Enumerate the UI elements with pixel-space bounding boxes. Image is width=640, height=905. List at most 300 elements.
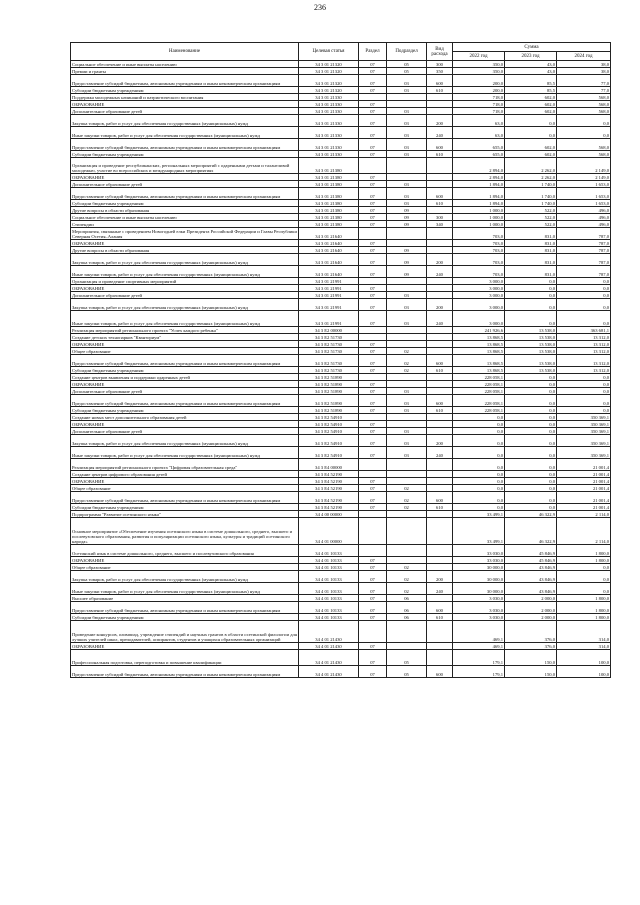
table-row [71, 108, 611, 115]
row-expense-type: 610 [427, 407, 453, 414]
row-amount-2023: 13 538,0 [505, 355, 557, 367]
row-amount-2023: 150,0 [505, 650, 557, 666]
row-expense-type: 600 [427, 188, 453, 200]
row-target-code: 34 3 01 21991 [299, 278, 359, 285]
table-row [71, 614, 611, 621]
row-section [359, 545, 387, 557]
table-row [71, 240, 611, 247]
row-target-code: 34 3 01 21640 [299, 266, 359, 278]
row-target-code: 34 3 01 21380 [299, 207, 359, 214]
row-name: Иные закупки товаров, работ и услуг для обеспечения государственных (муниципальных) нужд [71, 447, 299, 459]
row-name: Субсидии бюджетным учреждениям [71, 87, 299, 94]
row-name: ОБРАЗОВАНИЕ [71, 101, 299, 108]
row-amount-2022: 3 000,0 [453, 278, 505, 285]
row-name: Предоставление субсидий бюджетным, автономным учреждениям и иным некоммерческим организациям [71, 395, 299, 407]
row-amount-2022: 655,0 [453, 151, 505, 158]
row-name: Реализация мероприятий регионального проекта "Успех каждого ребенка" [71, 327, 299, 334]
row-expense-type [427, 334, 453, 341]
row-subsection: 09 [387, 266, 427, 278]
row-amount-2024: 1 653,0 [557, 188, 611, 200]
table-row [71, 139, 611, 151]
row-amount-2024: 568,0 [557, 108, 611, 115]
row-amount-2024: 1 800,0 [557, 602, 611, 614]
table-row [71, 292, 611, 299]
row-amount-2024: 0,0 [557, 127, 611, 139]
row-section: 07 [359, 435, 387, 447]
row-name: Предоставление субсидий бюджетным, автономным учреждениям и иным некоммерческим организациям [71, 666, 299, 678]
row-amount-2023: 0,0 [505, 447, 557, 459]
row-subsection [387, 327, 427, 334]
row-name: Субсидии бюджетным учреждениям [71, 504, 299, 511]
row-target-code: 34 3 01 21330 [299, 115, 359, 127]
row-expense-type: 200 [427, 115, 453, 127]
row-subsection: 05 [387, 650, 427, 666]
row-amount-2023: 0,0 [505, 299, 557, 311]
row-amount-2022: 655,0 [453, 139, 505, 151]
row-amount-2023: 602,0 [505, 139, 557, 151]
row-amount-2023: 43 846,9 [505, 583, 557, 595]
row-subsection [387, 557, 427, 564]
table-row [71, 61, 611, 68]
row-name: Иные закупки товаров, работ и услуг для обеспечения государственных (муниципальных) нужд [71, 127, 299, 139]
row-amount-2024: 1 800,0 [557, 557, 611, 564]
table-row [71, 504, 611, 511]
row-subsection: 03 [387, 188, 427, 200]
row-amount-2022: 703,0 [453, 240, 505, 247]
table-row [71, 285, 611, 292]
row-amount-2024: 0,0 [557, 311, 611, 327]
row-amount-2022: 13 868,5 [453, 367, 505, 374]
row-amount-2024: 568,0 [557, 94, 611, 101]
row-amount-2022: 200,0 [453, 75, 505, 87]
row-subsection: 03 [387, 407, 427, 414]
row-section: 07 [359, 355, 387, 367]
row-subsection [387, 174, 427, 181]
row-subsection [387, 621, 427, 643]
row-amount-2022: 3 030,0 [453, 595, 505, 602]
row-target-code: 34 3 01 21320 [299, 61, 359, 68]
row-amount-2024: 0,0 [557, 564, 611, 571]
row-section: 07 [359, 381, 387, 388]
row-amount-2022: 228 058,1 [453, 388, 505, 395]
row-amount-2022: 0,0 [453, 428, 505, 435]
row-section: 07 [359, 348, 387, 355]
header-name: Наименование [71, 43, 299, 61]
row-name: Другие вопросы в области образования [71, 247, 299, 254]
row-section [359, 511, 387, 518]
row-section: 07 [359, 292, 387, 299]
row-amount-2023: 43,0 [505, 68, 557, 75]
table-row [71, 388, 611, 395]
row-name: Создание новых мест дополнительного образования детей [71, 414, 299, 421]
row-subsection [387, 101, 427, 108]
header-year-2022: 2022 год [453, 52, 505, 61]
row-amount-2024: 787,0 [557, 247, 611, 254]
row-amount-2022: 0,0 [453, 414, 505, 421]
row-section: 07 [359, 666, 387, 678]
row-expense-type: 610 [427, 87, 453, 94]
row-amount-2024: 568,0 [557, 139, 611, 151]
table-row [71, 407, 611, 414]
row-amount-2022: 241 926,6 [453, 327, 505, 334]
row-subsection [387, 158, 427, 174]
row-amount-2023: 602,0 [505, 94, 557, 101]
table-row [71, 174, 611, 181]
table-row [71, 181, 611, 188]
row-name: ОБРАЗОВАНИЕ [71, 174, 299, 181]
header-expense-type: Вид расхода [427, 43, 453, 61]
row-amount-2022: 200,0 [453, 87, 505, 94]
row-target-code: 34 3 E2 51890 [299, 388, 359, 395]
row-amount-2022: 228 058,1 [453, 374, 505, 381]
row-amount-2022: 228 058,1 [453, 395, 505, 407]
row-name: Субсидии бюджетным учреждениям [71, 407, 299, 414]
table-row [71, 421, 611, 428]
row-subsection: 03 [387, 87, 427, 94]
row-expense-type [427, 485, 453, 492]
row-amount-2024: 13 312,0 [557, 367, 611, 374]
table-row [71, 228, 611, 240]
row-target-code: 34 3 E2 51730 [299, 348, 359, 355]
row-expense-type [427, 327, 453, 334]
row-expense-type [427, 207, 453, 214]
row-amount-2022: 0,0 [453, 504, 505, 511]
row-expense-type [427, 564, 453, 571]
row-name: Социальное обеспечение и иные выплаты населению [71, 214, 299, 221]
row-amount-2022: 3 030,0 [453, 614, 505, 621]
row-amount-2023: 522,0 [505, 214, 557, 221]
row-expense-type: 600 [427, 492, 453, 504]
row-amount-2023: 1 740,0 [505, 188, 557, 200]
row-expense-type [427, 421, 453, 428]
row-section: 07 [359, 214, 387, 221]
row-expense-type: 240 [427, 447, 453, 459]
table-row [71, 545, 611, 557]
row-subsection: 02 [387, 583, 427, 595]
row-subsection [387, 545, 427, 557]
row-section [359, 459, 387, 471]
table-row [71, 207, 611, 214]
row-section: 07 [359, 447, 387, 459]
row-expense-type [427, 381, 453, 388]
row-amount-2022: 3 000,0 [453, 299, 505, 311]
row-name: Предоставление субсидий бюджетным, автономным учреждениям и иным некоммерческим организациям [71, 188, 299, 200]
row-amount-2023: 13 538,0 [505, 334, 557, 341]
row-target-code: 34 3 E2 51890 [299, 395, 359, 407]
row-amount-2023: 0,0 [505, 459, 557, 471]
row-name: Создание центров цифрового образования детей [71, 471, 299, 478]
row-expense-type [427, 557, 453, 564]
row-amount-2023: 831,0 [505, 266, 557, 278]
table-row [71, 68, 611, 75]
row-amount-2022: 33 030,0 [453, 557, 505, 564]
row-name: Основное мероприятие «Обеспечение изучения осетинского языка в системе дошкольного, среднего, высшего и послевузовского образования, развития и популяризации осетинского языка, культуры и традиций осетинского народа» [71, 518, 299, 545]
table-row [71, 447, 611, 459]
row-section: 07 [359, 428, 387, 435]
row-amount-2024: 0,0 [557, 583, 611, 595]
row-subsection: 03 [387, 139, 427, 151]
table-row [71, 151, 611, 158]
row-expense-type: 600 [427, 395, 453, 407]
row-target-code: 34 3 01 21991 [299, 311, 359, 327]
row-amount-2024: 0,0 [557, 388, 611, 395]
row-expense-type: 610 [427, 200, 453, 207]
row-subsection [387, 478, 427, 485]
row-name: Предоставление субсидий бюджетным, автономным учреждениям и иным некоммерческим организациям [71, 355, 299, 367]
row-name: Иные закупки товаров, работ и услуг для обеспечения государственных (муниципальных) нужд [71, 266, 299, 278]
row-subsection: 02 [387, 571, 427, 583]
row-target-code: 34 4 01 10133 [299, 614, 359, 621]
row-section: 07 [359, 75, 387, 87]
row-section: 07 [359, 602, 387, 614]
row-amount-2023: 0,0 [505, 115, 557, 127]
row-name: Профессиональная подготовка, переподготовка и повышение квалификации [71, 650, 299, 666]
row-target-code: 34 3 E4 52190 [299, 485, 359, 492]
row-section [359, 518, 387, 545]
row-amount-2022: 0,0 [453, 421, 505, 428]
row-section: 07 [359, 68, 387, 75]
table-row [71, 583, 611, 595]
row-amount-2022: 2 894,0 [453, 174, 505, 181]
row-amount-2024: 314,0 [557, 643, 611, 650]
row-section: 07 [359, 571, 387, 583]
row-name: Другие вопросы в области образования [71, 207, 299, 214]
row-name: Премии и гранты [71, 68, 299, 75]
row-amount-2024: 0,0 [557, 571, 611, 583]
row-section: 07 [359, 200, 387, 207]
row-target-code: 34 4 01 10133 [299, 557, 359, 564]
row-target-code: 34 4 01 10133 [299, 564, 359, 571]
row-subsection [387, 278, 427, 285]
row-expense-type [427, 518, 453, 545]
row-amount-2023: 150,0 [505, 666, 557, 678]
row-section [359, 228, 387, 240]
row-expense-type: 600 [427, 75, 453, 87]
row-amount-2023: 43 846,9 [505, 564, 557, 571]
row-subsection: 03 [387, 388, 427, 395]
table-row [71, 571, 611, 583]
table-row [71, 278, 611, 285]
row-amount-2024: 77,0 [557, 75, 611, 87]
row-expense-type: 300 [427, 214, 453, 221]
row-amount-2023: 46 322,9 [505, 511, 557, 518]
table-row [71, 595, 611, 602]
row-section: 07 [359, 557, 387, 564]
row-amount-2022: 0,0 [453, 459, 505, 471]
row-target-code: 34 3 01 21330 [299, 94, 359, 101]
row-amount-2022: 33 499,1 [453, 511, 505, 518]
row-target-code: 34 3 01 21320 [299, 87, 359, 94]
row-amount-2024: 2 149,0 [557, 158, 611, 174]
table-row [71, 557, 611, 564]
row-target-code: 34 3 01 21991 [299, 299, 359, 311]
row-subsection: 03 [387, 108, 427, 115]
row-target-code: 34 3 01 21380 [299, 174, 359, 181]
row-subsection: 05 [387, 666, 427, 678]
row-amount-2022: 3 030,0 [453, 602, 505, 614]
row-section: 07 [359, 614, 387, 621]
row-name: Предоставление субсидий бюджетным, автономным учреждениям и иным некоммерческим организациям [71, 75, 299, 87]
row-subsection: 02 [387, 355, 427, 367]
row-name: Субсидии бюджетным учреждениям [71, 200, 299, 207]
row-amount-2024: 0,0 [557, 285, 611, 292]
row-expense-type: 600 [427, 602, 453, 614]
row-expense-type [427, 388, 453, 395]
row-amount-2022: 228 058,1 [453, 381, 505, 388]
row-amount-2024: 0,0 [557, 292, 611, 299]
row-target-code: 34 3 01 21380 [299, 200, 359, 207]
row-amount-2022: 703,0 [453, 228, 505, 240]
row-expense-type [427, 471, 453, 478]
row-amount-2023: 2 000,0 [505, 595, 557, 602]
row-amount-2024: 496,0 [557, 214, 611, 221]
row-amount-2024: 0,0 [557, 374, 611, 381]
row-section: 07 [359, 643, 387, 650]
row-amount-2024: 350 369,1 [557, 428, 611, 435]
row-amount-2024: 38,0 [557, 61, 611, 68]
row-target-code: 34 3 E2 54910 [299, 421, 359, 428]
budget-table [70, 42, 611, 678]
row-subsection [387, 643, 427, 650]
row-name: Иные закупки товаров, работ и услуг для обеспечения государственных (муниципальных) нужд [71, 311, 299, 327]
row-amount-2023: 831,0 [505, 247, 557, 254]
row-section: 07 [359, 421, 387, 428]
row-amount-2023: 376,0 [505, 643, 557, 650]
row-amount-2023: 376,0 [505, 621, 557, 643]
row-section [359, 621, 387, 643]
row-amount-2023: 46 322,9 [505, 518, 557, 545]
row-subsection: 03 [387, 395, 427, 407]
row-section [359, 374, 387, 381]
table-row [71, 650, 611, 666]
row-subsection [387, 341, 427, 348]
row-expense-type [427, 247, 453, 254]
table-row [71, 299, 611, 311]
header-year-2023: 2023 год [505, 52, 557, 61]
row-name: Высшее образование [71, 595, 299, 602]
row-section: 07 [359, 108, 387, 115]
row-amount-2022: 13 868,5 [453, 334, 505, 341]
row-section: 07 [359, 151, 387, 158]
row-amount-2022: 30 000,0 [453, 564, 505, 571]
row-amount-2022: 33 499,1 [453, 518, 505, 545]
row-amount-2023: 0,0 [505, 127, 557, 139]
row-amount-2023: 831,0 [505, 254, 557, 266]
row-amount-2022: 703,0 [453, 254, 505, 266]
row-amount-2023: 85,5 [505, 87, 557, 94]
row-name: Закупка товаров, работ и услуг для обеспечения государственных (муниципальных) нужд [71, 299, 299, 311]
table-row [71, 485, 611, 492]
row-section [359, 471, 387, 478]
row-expense-type: 350 [427, 68, 453, 75]
row-amount-2024: 13 312,0 [557, 334, 611, 341]
row-amount-2022: 13 868,5 [453, 348, 505, 355]
row-section: 07 [359, 367, 387, 374]
row-amount-2022: 13 868,5 [453, 341, 505, 348]
row-amount-2022: 703,0 [453, 247, 505, 254]
row-name: Предоставление субсидий бюджетным, автономным учреждениям и иным некоммерческим организациям [71, 492, 299, 504]
row-target-code: 34 3 E2 54910 [299, 435, 359, 447]
row-section: 07 [359, 583, 387, 595]
row-subsection: 03 [387, 435, 427, 447]
row-expense-type [427, 511, 453, 518]
row-section: 07 [359, 87, 387, 94]
row-amount-2024: 314,0 [557, 621, 611, 643]
row-subsection: 03 [387, 75, 427, 87]
row-target-code: 34 3 E2 51730 [299, 341, 359, 348]
table-body [71, 61, 611, 678]
row-amount-2023: 522,0 [505, 207, 557, 214]
row-amount-2024: 0,0 [557, 395, 611, 407]
row-name: Организация и проведение республиканских, региональных мероприятий с одаренными детьми и талантливой молодежью, участие во всероссийских и международных мероприятиях [71, 158, 299, 174]
row-target-code: 34 3 E4 52190 [299, 478, 359, 485]
row-expense-type [427, 181, 453, 188]
header-section: Раздел [359, 43, 387, 61]
table-row [71, 334, 611, 341]
row-subsection [387, 511, 427, 518]
row-amount-2024: 0,0 [557, 381, 611, 388]
row-target-code: 34 4 01 21430 [299, 621, 359, 643]
row-section: 07 [359, 492, 387, 504]
row-section: 07 [359, 388, 387, 395]
row-amount-2024: 0,0 [557, 278, 611, 285]
row-amount-2023: 2 000,0 [505, 614, 557, 621]
row-amount-2024: 496,0 [557, 207, 611, 214]
row-amount-2023: 0,0 [505, 471, 557, 478]
row-name: Общее образование [71, 348, 299, 355]
row-subsection: 02 [387, 485, 427, 492]
row-target-code: 34 3 E2 54910 [299, 428, 359, 435]
table-row [71, 414, 611, 421]
row-target-code: 34 3 E2 54910 [299, 447, 359, 459]
row-amount-2024: 100,0 [557, 650, 611, 666]
row-section: 07 [359, 285, 387, 292]
row-amount-2023: 0,0 [505, 414, 557, 421]
row-expense-type: 200 [427, 254, 453, 266]
row-amount-2022: 63,0 [453, 115, 505, 127]
row-subsection: 09 [387, 214, 427, 221]
table-row [71, 214, 611, 221]
row-amount-2022: 1 894,0 [453, 188, 505, 200]
row-expense-type [427, 101, 453, 108]
row-expense-type [427, 341, 453, 348]
table-row [71, 518, 611, 545]
row-section: 07 [359, 127, 387, 139]
row-amount-2023: 2 000,0 [505, 602, 557, 614]
row-amount-2023: 0,0 [505, 504, 557, 511]
row-expense-type [427, 478, 453, 485]
row-target-code: 34 3 E2 51890 [299, 407, 359, 414]
row-amount-2023: 0,0 [505, 292, 557, 299]
row-amount-2022: 228 058,1 [453, 407, 505, 414]
row-name: ОБРАЗОВАНИЕ [71, 421, 299, 428]
row-subsection [387, 518, 427, 545]
row-target-code: 34 3 01 21330 [299, 151, 359, 158]
row-amount-2023: 0,0 [505, 278, 557, 285]
table-header [71, 43, 611, 61]
row-expense-type: 600 [427, 666, 453, 678]
row-amount-2023: 85,5 [505, 75, 557, 87]
row-subsection: 09 [387, 254, 427, 266]
row-target-code: 34 4 01 10133 [299, 545, 359, 557]
row-target-code: 34 3 E4 00000 [299, 459, 359, 471]
row-name: Предоставление субсидий бюджетным, автономным учреждениям и иным некоммерческим организациям [71, 139, 299, 151]
row-expense-type [427, 108, 453, 115]
row-amount-2023: 45 846,9 [505, 557, 557, 564]
row-target-code: 34 3 01 21640 [299, 247, 359, 254]
row-amount-2023: 2 262,0 [505, 158, 557, 174]
row-subsection: 03 [387, 299, 427, 311]
